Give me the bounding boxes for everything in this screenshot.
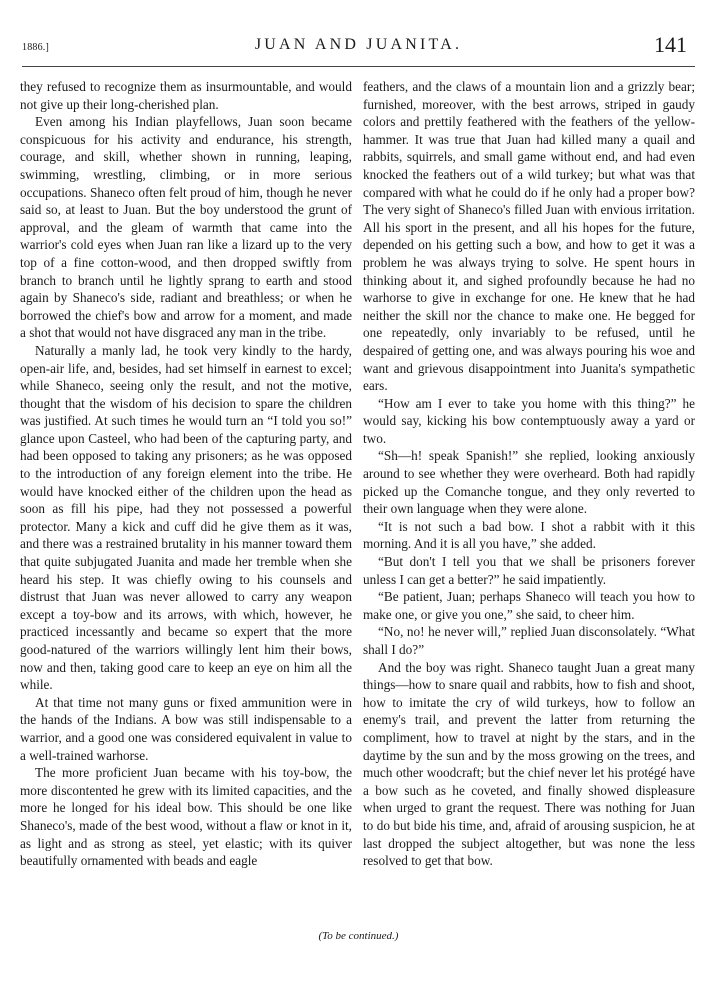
- paragraph: Even among his Indian playfellows, Juan soon became conspicuous for his activity and endurance, his strength, courage, and skill, whether shown in running, leaping, swimming, wrestling, climbing, or in more serious occupations. Shaneco often felt proud of him, though he never said so, at least to Juan. But the boy understood the grunt of approval, and the gleam of warmth that came into the warrior's cold eyes when Juan ran like a lizard up to the very top of a fine cotton-wood, and then dropped swiftly from branch to branch until he lightly sprang to earth and stood again by Shaneco's side, radiant and breathless; or when he borrowed the chief's bow and arrow for a moment, and made a shot that would not have disgraced any man in the tribe.: [20, 114, 352, 341]
- paragraph: At that time not many guns or fixed ammunition were in the hands of the Indians. A bow was still indispensable to a warrior, and a good one was considered equivalent in value to a well-trained warhorse.: [20, 694, 352, 763]
- paragraph: they refused to recognize them as insurmountable, and would not give up their long-cherished plan.: [20, 79, 352, 112]
- year-label: 1886.]: [22, 42, 50, 53]
- running-title: JUAN AND JUANITA.: [254, 36, 463, 53]
- paragraph: Naturally a manly lad, he took very kindly to the hardy, open-air life, and, besides, had set himself in earnest to excel; while Shaneco, seeing only the result, and not the motive, thought that the wisdom of his decision to spare the children was justified. At such times he would turn an “I told you so!” glance upon Casteel, who had been of the capturing party, and had been opposed to taking any prisoners; as he was opposed to the introduction of any foreign element into the tribe. He would have knocked either of the children upon the head as soon as fill his pipe, had they not possessed a powerful protector. Many a kick and cuff did he give them as it was, and there was a restrained brutality in his manner toward them that quite subjugated Juanita and made her tremble when she heard his step. It was chiefly owing to his counsels and distrust that Juan was never allowed to carry any weapon except a toy-bow and its arrows, with which, however, he practiced incessantly and became so expert that the more good-natured of the warriors willingly lent him their bows, now and then, taking good care to keep an eye on him all the while.: [20, 342, 352, 693]
- paragraph: feathers, and the claws of a mountain lion and a grizzly bear; furnished, moreover, with the best arrows, striped in gaudy colors and prettily feathered with the feathers of the yellow-hammer. It was true that Juan had killed many a quail and rabbits, squirrels, and small game without end, and had even knocked the feathers out of a wild turkey; but what was that compared with what he could do if he only had a proper bow? The very sight of Shaneco's filled Juan with envious irritation. All his sport in the present, and all his hopes for the future, depended on his getting such a bow, and how to get it was a problem he was always trying to solve. He spent hours in thinking about it, and sighed profoundly because he had no warhorse to give in exchange for one. He knew that he had neither the skill nor the chance to make one. He begged for one repeatedly, only invariably to be refused, until he despaired of getting one, and was always pouring his woe and want and grievous disappointment into Juanita's sympathetic ears.: [363, 79, 695, 394]
- right-column: [363, 78, 695, 870]
- page-number: 141: [654, 32, 687, 57]
- paragraph: “But don't I tell you that we shall be prisoners forever unless I can get a better?” he said impatiently.: [363, 554, 695, 587]
- paragraph: And the boy was right. Shaneco taught Juan a great many things—how to snare quail and rabbits, how to fish and shoot, how to imitate the cry of wild turkeys, how to follow an enemy's trail, and prevent the latter from returning the compliment, how to travel at night by the stars, and in the daytime by the sun and by the moss growing on the trees, and much other woodcraft; but the chief never let his protégé have a bow such as he coveted, and finally showed displeasure when urged to grant the request. There was nothing for Juan to do but bide his time, and, afraid of arousing suspicion, he at last dropped the subject altogether, but was none the less resolved to get that bow.: [363, 659, 695, 869]
- paragraph: “Be patient, Juan; perhaps Shaneco will teach you how to make one, or give you one,” she said, to cheer him.: [363, 589, 695, 622]
- running-header: [22, 34, 695, 66]
- paragraph: “No, no! he never will,” replied Juan disconsolately. “What shall I do?”: [363, 624, 695, 657]
- paragraph: “How am I ever to take you home with this thing?” he would say, kicking his bow contemptuously away a yard or two.: [363, 395, 695, 446]
- to-be-continued-note: (To be continued.): [318, 930, 399, 942]
- paragraph: “Sh—h! speak Spanish!” she replied, looking anxiously around to see whether they were overheard. Both had rapidly picked up the Comanche tongue, and they only reverted to their own language when they were alone.: [363, 448, 695, 517]
- left-column: [20, 78, 352, 870]
- paragraph: “It is not such a bad bow. I shot a rabbit with it this morning. And it is all you have,” she added.: [363, 518, 695, 552]
- header-rule: [22, 66, 695, 67]
- paragraph: The more proficient Juan became with his toy-bow, the more discontented he grew with its limited capacities, and the more he longed for his ideal bow. This should be one like Shaneco's, made of the best wood, without a flaw or knot in it, as light and as strong as steel, yet elastic; with its quiver beautifully ornamented with beads and eagle: [20, 765, 352, 869]
